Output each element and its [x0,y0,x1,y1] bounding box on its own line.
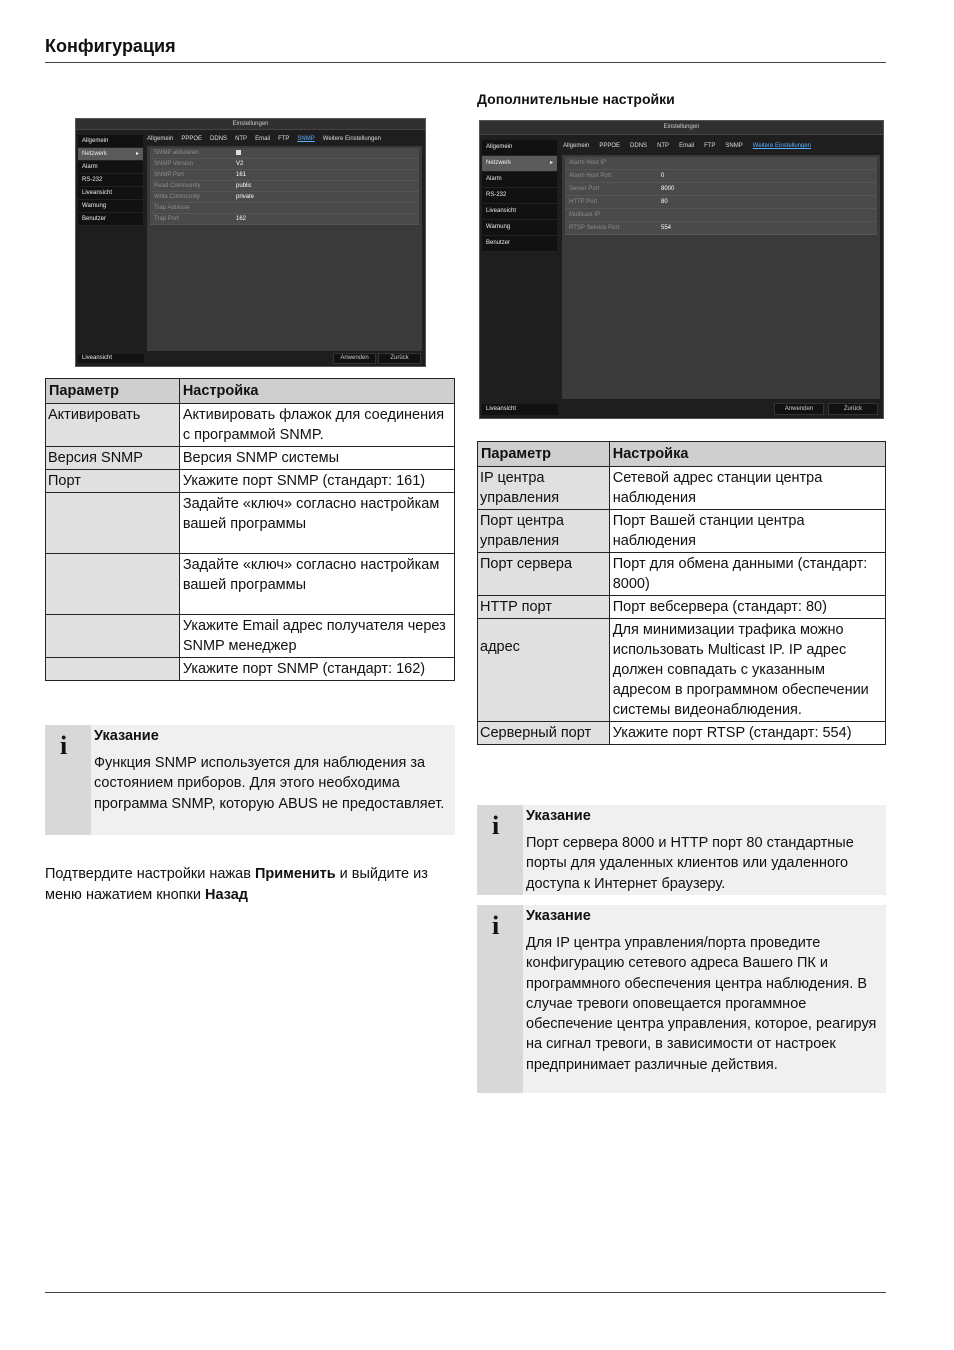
advanced-parameter-table [477,441,886,745]
settings-row [150,148,419,159]
setting-cell: Укажите порт SNMP (стандарт: 162) [179,658,454,681]
table-row [478,596,886,619]
param-cell: Версия SNMP [46,447,180,470]
snmp-settings-screenshot [75,118,426,367]
confirm-instructions [45,864,455,905]
param-cell [46,615,180,658]
setting-label: Trap Port [154,216,179,222]
note-text: Порт сервера 8000 и HTTP порт 80 стандартные порты для удаленных клиентов или удаленного доступа к Интернет браузеру. [526,835,854,892]
snmp-port-input[interactable]: 161 [236,172,247,178]
tab-ntp[interactable]: NTP [657,143,670,149]
trap-port-input[interactable]: 162 [236,216,247,222]
sidebar-item-label: Netzwerk [82,151,108,157]
setting-label: Server Port [569,186,600,192]
setting-label: Read Community [154,183,201,189]
param-cell: адрес [478,619,610,722]
tab-email[interactable]: Email [255,136,271,142]
tab-ddns[interactable]: DDNS [210,136,228,142]
tab-ftp[interactable]: FTP [704,143,716,149]
note-box [477,805,886,895]
setting-label: Alarm Host Port [569,173,612,179]
chevron-right-icon: ▸ [549,160,553,166]
table-row [46,554,455,615]
header-divider [45,62,886,63]
settings-row [150,214,419,225]
param-cell: Активировать [46,404,180,447]
param-cell: Серверный порт [478,722,610,745]
param-cell: HTTP порт [478,596,610,619]
table-row [46,493,455,554]
param-cell [46,658,180,681]
param-cell: Порт [46,470,180,493]
snmp-version-select[interactable]: V2 [236,161,244,167]
tab-weitere-einstellungen[interactable]: Weitere Einstellungen [322,136,382,142]
sidebar-item-netzwerk[interactable] [482,156,557,172]
param-cell: IP центра управления [478,467,610,510]
setting-cell: Укажите порт RTSP (стандарт: 554) [609,722,885,745]
sidebar-item-warnung[interactable]: Warnung [78,200,143,213]
setting-cell: Для минимизации трафика можно использовать Multicast IP. IP адрес должен совпадать с указанным адресом в программном обеспечении системы видеонаблюдения. [609,619,885,722]
setting-cell: Задайте «ключ» согласно настройкам вашей программы [179,554,454,615]
table-row [46,470,455,493]
note-title: Указание [94,728,159,744]
sidebar-item-label: Netzwerk [486,160,512,166]
tab-pppoe[interactable]: PPPOE [181,136,203,142]
setting-label: Alarm Host IP [569,160,607,166]
sidebar-item-alarm[interactable]: Alarm [482,172,557,188]
server-port-input[interactable]: 8000 [661,186,675,192]
apply-button[interactable]: Anwenden [333,353,376,364]
apply-button[interactable]: Anwenden [774,403,824,415]
settings-row [565,183,877,196]
setting-cell: Укажите Email адрес получателя через SNMP менеджер [179,615,454,658]
tab-email[interactable]: Email [679,143,695,149]
table-header-row [46,379,455,404]
tab-ddns[interactable]: DDNS [630,143,648,149]
liveansicht-button[interactable]: Liveansicht [482,404,558,415]
confirm-text: Подтвердите настройки нажав [45,866,255,882]
tab-allgemein[interactable]: Allgemein [147,136,174,142]
note-text: Для IP центра управления/порта проведите конфигурацию сетевого адреса Вашего ПК и программного обеспечения центра наблюдения. В случае тревоги оповещается прогаммное обеспечение центра управления, которое, реагируя на сигнал тревоги, в зависимости от настроек предпринимает различные действия. [526,935,877,1073]
sidebar-item-liveansicht[interactable]: Liveansicht [78,187,143,200]
settings-row [150,181,419,192]
info-icon: i [492,811,500,840]
note-icon-column [477,805,523,895]
settings-row [150,159,419,170]
advanced-settings-panel [562,155,880,399]
setting-cell: Порт Вашей станции центра наблюдения [609,510,885,553]
info-icon: i [492,911,500,940]
settings-row [565,157,877,170]
table-row [478,553,886,596]
section-title: Дополнительные настройки [477,91,675,107]
column-header: Параметр [46,379,180,404]
setting-label: RTSP Service Port [569,225,620,231]
sidebar-item-benutzer[interactable]: Benutzer [78,213,143,226]
settings-row [565,196,877,209]
tab-ftp[interactable]: FTP [278,136,290,142]
note-box [45,725,455,835]
apply-term: Применить [254,866,336,882]
column-header: Настройка [179,379,454,404]
tab-snmp[interactable]: SNMP [297,136,315,142]
note-text: Функция SNMP используется для наблюдения за состоянием приборов. Для этого необходима программа SNMP, которую ABUS не предоставляет. [94,755,445,812]
snmp-enable-checkbox[interactable] [236,148,241,159]
setting-cell: Укажите порт SNMP (стандарт: 161) [179,470,454,493]
table-row [46,447,455,470]
table-row [478,467,886,510]
table-row [46,404,455,447]
sidebar-item-liveansicht[interactable]: Liveansicht [482,204,557,220]
dvr-sidebar [78,135,143,226]
setting-cell: Активировать флажок для соединения с программой SNMP. [179,404,454,447]
param-cell [46,554,180,615]
setting-label: SNMP aktivieren [154,150,199,156]
param-cell [46,493,180,554]
footer-divider [45,1292,886,1293]
settings-row [150,170,419,181]
write-community-input[interactable]: private [236,194,255,200]
sidebar-item-allgemein[interactable]: Allgemein [78,135,143,148]
sidebar-item-benutzer[interactable]: Benutzer [482,236,557,252]
setting-label: Trap Adresse [154,205,190,211]
note-title: Указание [526,908,591,924]
setting-label: SNMP Port [154,172,184,178]
dvr-sidebar [482,140,557,252]
dvr-window-title: Einstellungen [76,119,425,130]
tab-allgemein[interactable]: Allgemein [563,143,590,149]
chevron-right-icon: ▸ [135,151,139,157]
setting-cell: Версия SNMP системы [179,447,454,470]
note-box [477,905,886,1093]
liveansicht-button[interactable]: Liveansicht [78,354,144,363]
advanced-settings-screenshot [479,120,884,419]
setting-label: SNMP Version [154,161,193,167]
table-row [46,615,455,658]
setting-cell: Порт вебсервера (стандарт: 80) [609,596,885,619]
note-icon-column [477,905,523,1093]
read-community-input[interactable]: public [236,183,252,189]
sidebar-item-alarm[interactable]: Alarm [78,161,143,174]
column-header: Параметр [478,442,610,467]
tab-snmp[interactable]: SNMP [725,143,743,149]
http-port-input[interactable]: 80 [661,199,668,205]
tab-pppoe[interactable]: PPPOE [599,143,621,149]
snmp-settings-panel [147,146,422,351]
back-term: Назад [205,886,249,903]
tab-ntp[interactable]: NTP [235,136,248,142]
settings-row [565,209,877,222]
note-icon-column [45,725,91,835]
settings-row [150,192,419,203]
setting-label: Multicast IP [569,212,601,218]
table-row [478,722,886,745]
setting-cell: Сетевой адрес станции центра наблюдения [609,467,885,510]
snmp-parameter-table [45,378,455,681]
param-cell: Порт сервера [478,553,610,596]
sidebar-item-warnung[interactable]: Warnung [482,220,557,236]
table-row [478,510,886,553]
param-cell: Порт центра управления [478,510,610,553]
settings-row [565,222,877,235]
alarm-host-port-input[interactable]: 0 [661,173,665,179]
page-header-title: Конфигурация [45,36,176,56]
sidebar-item-rs232[interactable]: RS-232 [78,174,143,187]
rtsp-port-input[interactable]: 554 [661,225,672,231]
note-title: Указание [526,808,591,824]
dvr-tabs [147,136,381,142]
dvr-window-title: Einstellungen [480,121,883,135]
back-button[interactable]: Zurück [828,403,878,415]
info-icon: i [60,731,68,760]
table-row [46,658,455,681]
back-button[interactable]: Zurück [378,353,421,364]
setting-label: HTTP Port [569,199,598,205]
confirm-text: и выйдите из меню нажатием кнопки [45,866,428,903]
tab-weitere-einstellungen[interactable]: Weitere Einstellungen [752,143,812,149]
dvr-tabs [563,143,811,149]
setting-cell: Задайте «ключ» согласно настройкам вашей программы [179,493,454,554]
sidebar-item-rs232[interactable]: RS-232 [482,188,557,204]
sidebar-item-netzwerk[interactable] [78,148,143,161]
settings-row [565,170,877,183]
sidebar-item-allgemein[interactable]: Allgemein [482,140,557,156]
table-row [478,619,886,722]
column-header: Настройка [609,442,885,467]
settings-row [150,203,419,214]
setting-label: Write Community [154,194,200,200]
setting-cell: Порт для обмена данными (стандарт: 8000) [609,553,885,596]
table-header-row [478,442,886,467]
